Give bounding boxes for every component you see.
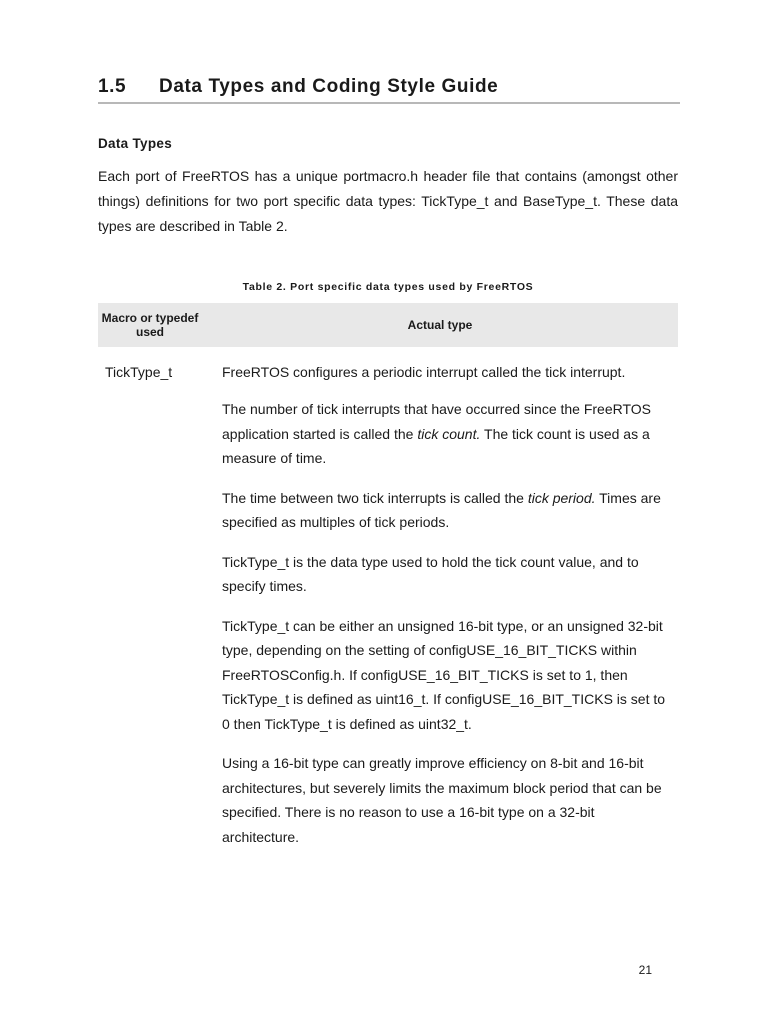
subheading-data-types: Data Types: [98, 136, 173, 151]
description-text: The tick count is used as a measure of time.: [222, 425, 650, 466]
description-paragraph: [222, 614, 668, 737]
description-text: The time between two tick interrupts is called the: [222, 489, 528, 506]
column-header-actual-type: Actual type: [407, 318, 473, 332]
section-title: Data Types and Coding Style Guide: [159, 76, 499, 97]
intro-paragraph: Each port of FreeRTOS has a unique portmacro.h header file that contains (amongst other things) definitions for two port specific data types: TickType_t and BaseType_t. These data types are described in Table 2.: [98, 168, 678, 234]
description-text: The number of tick interrupts that have occurred since the FreeRTOS application started is called the: [222, 401, 652, 442]
column-header-macro: Macro or typedef used: [101, 311, 199, 339]
description-text: TickType_t is the data type used to hold the tick count value, and to specify times.: [222, 553, 639, 594]
table-cell-macro: TickType_t: [105, 364, 173, 380]
page-number: 21: [638, 963, 652, 977]
term-tick-count: tick count.: [417, 425, 481, 442]
term-tick-period: tick period.: [527, 489, 596, 506]
description-text: FreeRTOS configures a periodic interrupt called the tick interrupt.: [222, 364, 626, 380]
description-paragraph: [222, 361, 668, 383]
section-heading: [98, 76, 680, 104]
description-text: Using a 16-bit type can greatly improve efficiency on 8-bit and 16-bit architectures, but severely limits the maximum block period that can be specified. There is no reason to use a 16-bit type on a 32-bit architecture.: [222, 755, 662, 845]
description-text: Times are specified as multiples of tick periods.: [222, 489, 661, 530]
table-caption: Table 2. Port specific data types used by FreeRTOS: [242, 281, 534, 293]
description-paragraph: [222, 751, 668, 849]
table-header: [98, 303, 678, 347]
description-paragraph: [222, 550, 668, 599]
table-cell-actual-type: [222, 361, 668, 864]
section-number: 1.5: [98, 76, 127, 97]
description-paragraph: [222, 397, 668, 471]
description-paragraph: [222, 486, 668, 535]
description-text: TickType_t can be either an unsigned 16-bit type, or an unsigned 32-bit type, depending on the setting of configUSE_16_BIT_TICKS within FreeRTOSConfig.h. If configUSE_16_BIT_TICKS is set to 1, then TickType_t is defined as uint16_t. If configUSE_16_BIT_TICKS is set to 0 then TickType_t is defined as uint32_t.: [222, 617, 666, 732]
